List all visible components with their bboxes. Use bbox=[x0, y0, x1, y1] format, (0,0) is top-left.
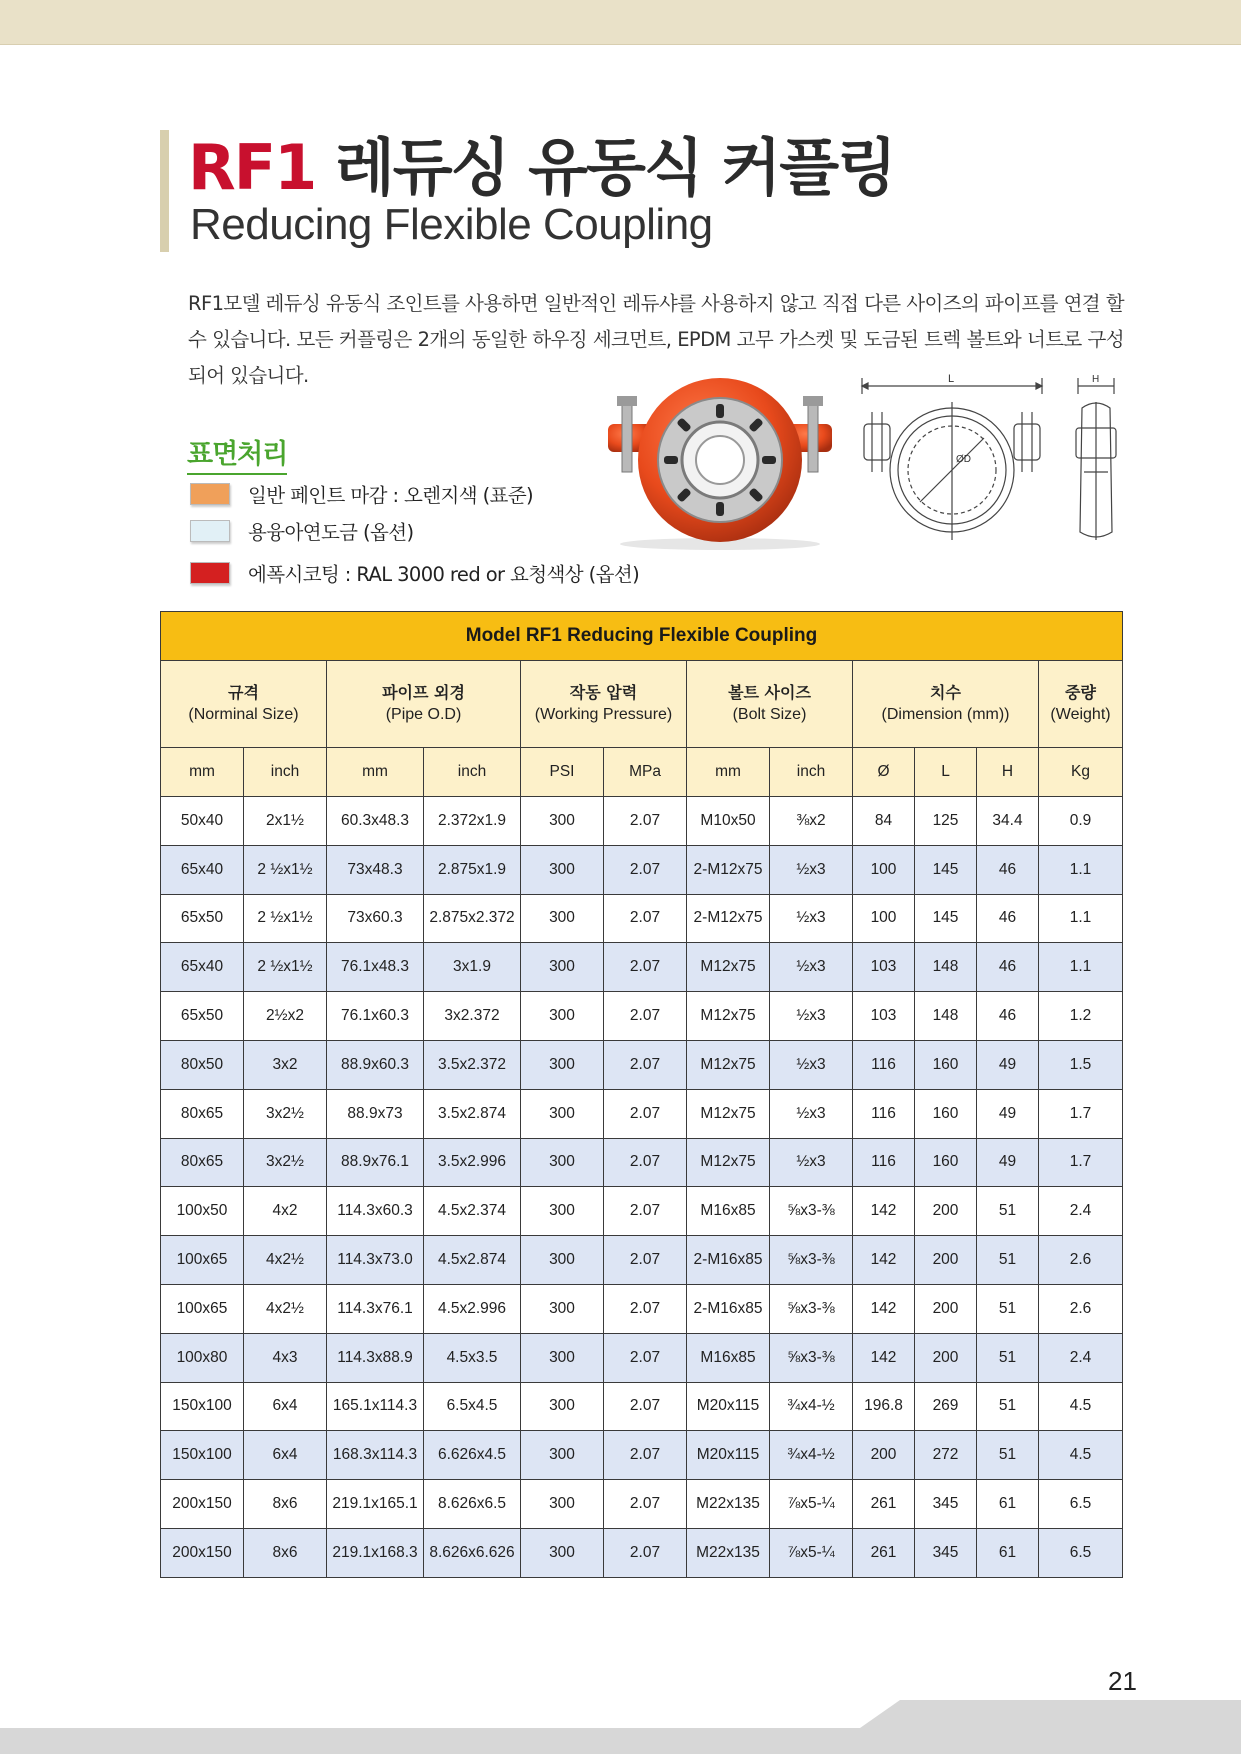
table-cell: 300 bbox=[521, 1528, 604, 1577]
table-cell: 2.07 bbox=[604, 1382, 687, 1431]
footer-tab bbox=[860, 1700, 1241, 1728]
table-cell: 51 bbox=[977, 1236, 1039, 1285]
table-cell: 1.5 bbox=[1039, 1040, 1123, 1089]
table-cell: 2.07 bbox=[604, 1089, 687, 1138]
table-cell: 6.5 bbox=[1039, 1480, 1123, 1529]
footer-band bbox=[0, 1728, 1241, 1754]
table-cell: 100 bbox=[853, 845, 915, 894]
table-cell: 4.5x2.996 bbox=[424, 1284, 521, 1333]
table-cell: ⅜x2 bbox=[770, 797, 853, 846]
table-cell: 103 bbox=[853, 943, 915, 992]
title-accent-bar bbox=[160, 130, 169, 252]
table-cell: 3x2.372 bbox=[424, 992, 521, 1041]
table-cell: 34.4 bbox=[977, 797, 1039, 846]
page-title bbox=[188, 118, 895, 207]
table-cell: 150x100 bbox=[161, 1382, 244, 1431]
table-cell: 51 bbox=[977, 1284, 1039, 1333]
table-cell: M12x75 bbox=[687, 1040, 770, 1089]
table-cell: M12x75 bbox=[687, 992, 770, 1041]
table-cell: 219.1x168.3 bbox=[327, 1528, 424, 1577]
table-cell: 1.7 bbox=[1039, 1138, 1123, 1187]
table-cell: 46 bbox=[977, 845, 1039, 894]
left-bolt bbox=[622, 402, 632, 472]
table-row bbox=[161, 1040, 1123, 1089]
table-cell: 51 bbox=[977, 1187, 1039, 1236]
table-cell: 219.1x165.1 bbox=[327, 1480, 424, 1529]
finish-swatch bbox=[190, 520, 230, 542]
table-row bbox=[161, 894, 1123, 943]
table-cell: M16x85 bbox=[687, 1187, 770, 1236]
table-row bbox=[161, 845, 1123, 894]
table-cell: 1.1 bbox=[1039, 894, 1123, 943]
table-cell: 3x1.9 bbox=[424, 943, 521, 992]
table-cell: 2x1½ bbox=[244, 797, 327, 846]
right-bolt bbox=[808, 402, 818, 472]
unit-header: mm bbox=[161, 748, 244, 797]
table-cell: 2.07 bbox=[604, 1528, 687, 1577]
finish-label: 에폭시코팅 : RAL 3000 red or 요청색상 (옵션) bbox=[248, 563, 640, 586]
table-cell: 100x50 bbox=[161, 1187, 244, 1236]
unit-header: mm bbox=[327, 748, 424, 797]
table-cell: 142 bbox=[853, 1333, 915, 1382]
table-cell: 200 bbox=[915, 1187, 977, 1236]
finish-option bbox=[190, 479, 533, 509]
finish-swatch bbox=[190, 562, 230, 584]
table-cell: 2 ½x1½ bbox=[244, 845, 327, 894]
unit-header: MPa bbox=[604, 748, 687, 797]
table-cell: 1.7 bbox=[1039, 1089, 1123, 1138]
table-cell: 49 bbox=[977, 1089, 1039, 1138]
table-cell: ⅞x5-¼ bbox=[770, 1480, 853, 1529]
table-row bbox=[161, 1431, 1123, 1480]
surface-treatment-heading: 표면처리 bbox=[187, 432, 287, 475]
finish-label: 일반 페인트 마감 : 오렌지색 (표준) bbox=[248, 484, 534, 507]
table-cell: 114.3x88.9 bbox=[327, 1333, 424, 1382]
table-cell: 76.1x60.3 bbox=[327, 992, 424, 1041]
table-row bbox=[161, 797, 1123, 846]
unit-header: inch bbox=[424, 748, 521, 797]
table-cell: 2.07 bbox=[604, 1284, 687, 1333]
table-cell: 8.626x6.626 bbox=[424, 1528, 521, 1577]
front-view-drawing bbox=[858, 372, 1046, 547]
table-cell: M12x75 bbox=[687, 1138, 770, 1187]
table-cell: ¾x4-½ bbox=[770, 1431, 853, 1480]
table-cell: 46 bbox=[977, 943, 1039, 992]
unit-header: H bbox=[977, 748, 1039, 797]
table-cell: M12x75 bbox=[687, 943, 770, 992]
table-cell: 3x2½ bbox=[244, 1089, 327, 1138]
table-cell: 3x2½ bbox=[244, 1138, 327, 1187]
table-cell: 116 bbox=[853, 1040, 915, 1089]
spec-table bbox=[160, 611, 1123, 1578]
table-cell: 200 bbox=[915, 1333, 977, 1382]
table-cell: 80x50 bbox=[161, 1040, 244, 1089]
table-cell: 3.5x2.372 bbox=[424, 1040, 521, 1089]
table-cell: 200 bbox=[853, 1431, 915, 1480]
table-cell: 142 bbox=[853, 1187, 915, 1236]
title-korean: 레듀싱 유동식 커플링 bbox=[334, 131, 896, 204]
table-group-header-row bbox=[161, 661, 1123, 748]
table-cell: 2.07 bbox=[604, 1480, 687, 1529]
table-cell: 6x4 bbox=[244, 1431, 327, 1480]
table-cell: 2.07 bbox=[604, 1040, 687, 1089]
table-cell: 300 bbox=[521, 1089, 604, 1138]
table-cell: 61 bbox=[977, 1480, 1039, 1529]
table-cell: 51 bbox=[977, 1333, 1039, 1382]
table-cell: 300 bbox=[521, 797, 604, 846]
table-cell: ⅞x5-¼ bbox=[770, 1528, 853, 1577]
unit-header: mm bbox=[687, 748, 770, 797]
table-cell: 73x60.3 bbox=[327, 894, 424, 943]
table-cell: 116 bbox=[853, 1138, 915, 1187]
table-cell: 3.5x2.874 bbox=[424, 1089, 521, 1138]
table-cell: 272 bbox=[915, 1431, 977, 1480]
table-cell: 160 bbox=[915, 1040, 977, 1089]
table-cell: 88.9x60.3 bbox=[327, 1040, 424, 1089]
finish-option bbox=[190, 558, 639, 588]
table-cell: 46 bbox=[977, 992, 1039, 1041]
model-code: RF1 bbox=[188, 131, 316, 204]
table-cell: 49 bbox=[977, 1138, 1039, 1187]
table-cell: ⅝x3-⅜ bbox=[770, 1284, 853, 1333]
table-cell: 2.07 bbox=[604, 1187, 687, 1236]
table-row bbox=[161, 1528, 1123, 1577]
table-cell: 300 bbox=[521, 1333, 604, 1382]
table-cell: 65x40 bbox=[161, 845, 244, 894]
table-cell: ½x3 bbox=[770, 845, 853, 894]
column-group-header: 규격 (Norminal Size) bbox=[161, 661, 327, 748]
diameter-label: ØD bbox=[956, 454, 971, 465]
table-cell: 148 bbox=[915, 992, 977, 1041]
table-cell: 2½x2 bbox=[244, 992, 327, 1041]
table-cell: 51 bbox=[977, 1382, 1039, 1431]
coupling-photo bbox=[600, 372, 840, 552]
table-body bbox=[161, 797, 1123, 1578]
table-cell: 2.6 bbox=[1039, 1236, 1123, 1285]
table-cell: 50x40 bbox=[161, 797, 244, 846]
table-cell: 2.875x1.9 bbox=[424, 845, 521, 894]
table-cell: 2.07 bbox=[604, 992, 687, 1041]
unit-header: inch bbox=[770, 748, 853, 797]
table-cell: 200 bbox=[915, 1284, 977, 1333]
table-cell: ¾x4-½ bbox=[770, 1382, 853, 1431]
table-title-row bbox=[161, 612, 1123, 661]
table-cell: 4x2 bbox=[244, 1187, 327, 1236]
table-cell: 2.4 bbox=[1039, 1333, 1123, 1382]
table-cell: 65x50 bbox=[161, 894, 244, 943]
table-cell: 3x2 bbox=[244, 1040, 327, 1089]
table-cell: 165.1x114.3 bbox=[327, 1382, 424, 1431]
table-row bbox=[161, 1187, 1123, 1236]
table-cell: 1.2 bbox=[1039, 992, 1123, 1041]
table-cell: 2.07 bbox=[604, 943, 687, 992]
table-cell: ½x3 bbox=[770, 1138, 853, 1187]
table-cell: 2.875x2.372 bbox=[424, 894, 521, 943]
page-subtitle: Reducing Flexible Coupling bbox=[190, 200, 713, 249]
table-row bbox=[161, 1382, 1123, 1431]
table-cell: 73x48.3 bbox=[327, 845, 424, 894]
table-cell: 114.3x73.0 bbox=[327, 1236, 424, 1285]
table-cell: 4.5x2.374 bbox=[424, 1187, 521, 1236]
table-cell: 49 bbox=[977, 1040, 1039, 1089]
table-cell: 345 bbox=[915, 1480, 977, 1529]
table-cell: 51 bbox=[977, 1431, 1039, 1480]
table-cell: 88.9x73 bbox=[327, 1089, 424, 1138]
table-cell: 300 bbox=[521, 1236, 604, 1285]
finish-option bbox=[190, 516, 414, 546]
unit-header: Kg bbox=[1039, 748, 1123, 797]
table-row bbox=[161, 1089, 1123, 1138]
column-group-header: 중량 (Weight) bbox=[1039, 661, 1123, 748]
table-cell: 300 bbox=[521, 845, 604, 894]
table-cell: M22x135 bbox=[687, 1528, 770, 1577]
table-cell: M22x135 bbox=[687, 1480, 770, 1529]
table-cell: 103 bbox=[853, 992, 915, 1041]
unit-header: Ø bbox=[853, 748, 915, 797]
table-cell: 2.07 bbox=[604, 845, 687, 894]
table-cell: 2.07 bbox=[604, 1138, 687, 1187]
table-cell: 145 bbox=[915, 894, 977, 943]
table-cell: 4.5 bbox=[1039, 1431, 1123, 1480]
table-cell: ⅝x3-⅜ bbox=[770, 1236, 853, 1285]
table-cell: 142 bbox=[853, 1284, 915, 1333]
left-nut bbox=[617, 396, 637, 406]
table-cell: 114.3x76.1 bbox=[327, 1284, 424, 1333]
table-cell: 46 bbox=[977, 894, 1039, 943]
table-cell: 80x65 bbox=[161, 1138, 244, 1187]
table-cell: 60.3x48.3 bbox=[327, 797, 424, 846]
table-cell: 300 bbox=[521, 1431, 604, 1480]
table-cell: 116 bbox=[853, 1089, 915, 1138]
table-row bbox=[161, 1333, 1123, 1382]
unit-header: inch bbox=[244, 748, 327, 797]
table-cell: 168.3x114.3 bbox=[327, 1431, 424, 1480]
table-cell: 1.1 bbox=[1039, 943, 1123, 992]
table-cell: 160 bbox=[915, 1089, 977, 1138]
column-group-header: 파이프 외경 (Pipe O.D) bbox=[327, 661, 521, 748]
table-cell: 300 bbox=[521, 1480, 604, 1529]
page-number: 21 bbox=[1108, 1666, 1137, 1696]
table-cell: 2-M12x75 bbox=[687, 894, 770, 943]
table-cell: 88.9x76.1 bbox=[327, 1138, 424, 1187]
table-cell: 100 bbox=[853, 894, 915, 943]
table-cell: 100x65 bbox=[161, 1236, 244, 1285]
table-cell: 269 bbox=[915, 1382, 977, 1431]
table-cell: 300 bbox=[521, 1138, 604, 1187]
table-cell: 100x65 bbox=[161, 1284, 244, 1333]
table-cell: 2.4 bbox=[1039, 1187, 1123, 1236]
table-cell: 3.5x2.996 bbox=[424, 1138, 521, 1187]
table-cell: 61 bbox=[977, 1528, 1039, 1577]
table-cell: 2-M16x85 bbox=[687, 1236, 770, 1285]
table-unit-row bbox=[161, 748, 1123, 797]
column-group-header: 작동 압력 (Working Pressure) bbox=[521, 661, 687, 748]
table-cell: M12x75 bbox=[687, 1089, 770, 1138]
height-label: H bbox=[1092, 374, 1100, 385]
table-cell: M16x85 bbox=[687, 1333, 770, 1382]
table-cell: 2.07 bbox=[604, 797, 687, 846]
table-cell: 125 bbox=[915, 797, 977, 846]
table-cell: 2-M12x75 bbox=[687, 845, 770, 894]
table-row bbox=[161, 943, 1123, 992]
table-cell: ½x3 bbox=[770, 992, 853, 1041]
table-cell: M10x50 bbox=[687, 797, 770, 846]
right-nut bbox=[803, 396, 823, 406]
length-label: L bbox=[948, 373, 955, 385]
table-cell: ½x3 bbox=[770, 943, 853, 992]
table-cell: 200x150 bbox=[161, 1528, 244, 1577]
table-row bbox=[161, 1284, 1123, 1333]
table-cell: 345 bbox=[915, 1528, 977, 1577]
column-group-header: 치수 (Dimension (mm)) bbox=[853, 661, 1039, 748]
table-row bbox=[161, 1236, 1123, 1285]
table-cell: 4.5x2.874 bbox=[424, 1236, 521, 1285]
table-cell: ½x3 bbox=[770, 894, 853, 943]
table-cell: M20x115 bbox=[687, 1382, 770, 1431]
product-description: RF1모델 레듀싱 유동식 조인트를 사용하면 일반적인 레듀샤를 사용하지 않고 직접 다른 사이즈의 파이프를 연결 할 수 있습니다. 모든 커플링은 2개의 동일한 하우징 세크먼트, EPDM 고무 가스켓 및 도금된 트렉 볼트와 너트로 구성되어 있습니다. bbox=[188, 292, 1124, 387]
table-cell: 65x50 bbox=[161, 992, 244, 1041]
table-cell: 100x80 bbox=[161, 1333, 244, 1382]
table-cell: 6.626x4.5 bbox=[424, 1431, 521, 1480]
table-row bbox=[161, 1138, 1123, 1187]
table-cell: 8x6 bbox=[244, 1480, 327, 1529]
table-row bbox=[161, 1480, 1123, 1529]
finish-swatch bbox=[190, 483, 230, 505]
table-cell: 2-M16x85 bbox=[687, 1284, 770, 1333]
table-cell: 300 bbox=[521, 1382, 604, 1431]
inner-bore bbox=[696, 436, 744, 484]
header-band bbox=[0, 0, 1241, 45]
table-cell: 145 bbox=[915, 845, 977, 894]
table-cell: 300 bbox=[521, 943, 604, 992]
table-cell: 76.1x48.3 bbox=[327, 943, 424, 992]
table-cell: 2 ½x1½ bbox=[244, 943, 327, 992]
table-cell: 8x6 bbox=[244, 1528, 327, 1577]
unit-header: PSI bbox=[521, 748, 604, 797]
side-view-drawing bbox=[1072, 372, 1120, 547]
table-cell: ½x3 bbox=[770, 1089, 853, 1138]
table-cell: 6.5 bbox=[1039, 1528, 1123, 1577]
column-group-header: 볼트 사이즈 (Bolt Size) bbox=[687, 661, 853, 748]
table-cell: 84 bbox=[853, 797, 915, 846]
table-cell: 0.9 bbox=[1039, 797, 1123, 846]
table-cell: 2.372x1.9 bbox=[424, 797, 521, 846]
table-cell: 300 bbox=[521, 992, 604, 1041]
table-cell: 196.8 bbox=[853, 1382, 915, 1431]
table-cell: 4x2½ bbox=[244, 1284, 327, 1333]
table-cell: 4.5x3.5 bbox=[424, 1333, 521, 1382]
table-cell: 6x4 bbox=[244, 1382, 327, 1431]
table-row bbox=[161, 992, 1123, 1041]
table-cell: 2.6 bbox=[1039, 1284, 1123, 1333]
table-cell: 2.07 bbox=[604, 894, 687, 943]
table-cell: ⅝x3-⅜ bbox=[770, 1187, 853, 1236]
table-cell: 261 bbox=[853, 1480, 915, 1529]
table-cell: 300 bbox=[521, 1187, 604, 1236]
table-cell: ½x3 bbox=[770, 1040, 853, 1089]
table-title: Model RF1 Reducing Flexible Coupling bbox=[161, 612, 1123, 661]
table-cell: 4x2½ bbox=[244, 1236, 327, 1285]
table-cell: 300 bbox=[521, 894, 604, 943]
table-cell: 114.3x60.3 bbox=[327, 1187, 424, 1236]
unit-header: L bbox=[915, 748, 977, 797]
table-cell: 160 bbox=[915, 1138, 977, 1187]
table-cell: 200x150 bbox=[161, 1480, 244, 1529]
table-cell: 142 bbox=[853, 1236, 915, 1285]
table-cell: 261 bbox=[853, 1528, 915, 1577]
table-cell: 2.07 bbox=[604, 1333, 687, 1382]
table-cell: 8.626x6.5 bbox=[424, 1480, 521, 1529]
table-cell: 150x100 bbox=[161, 1431, 244, 1480]
table-cell: 300 bbox=[521, 1040, 604, 1089]
table-cell: 80x65 bbox=[161, 1089, 244, 1138]
table-cell: 2 ½x1½ bbox=[244, 894, 327, 943]
table-cell: 4.5 bbox=[1039, 1382, 1123, 1431]
table-cell: 1.1 bbox=[1039, 845, 1123, 894]
table-cell: M20x115 bbox=[687, 1431, 770, 1480]
table-cell: 200 bbox=[915, 1236, 977, 1285]
table-cell: 65x40 bbox=[161, 943, 244, 992]
table-cell: 6.5x4.5 bbox=[424, 1382, 521, 1431]
table-cell: 148 bbox=[915, 943, 977, 992]
table-cell: 2.07 bbox=[604, 1431, 687, 1480]
table-cell: ⅝x3-⅜ bbox=[770, 1333, 853, 1382]
finish-label: 용융아연도금 (옵션) bbox=[248, 521, 414, 544]
table-cell: 2.07 bbox=[604, 1236, 687, 1285]
table-cell: 300 bbox=[521, 1284, 604, 1333]
table-cell: 4x3 bbox=[244, 1333, 327, 1382]
